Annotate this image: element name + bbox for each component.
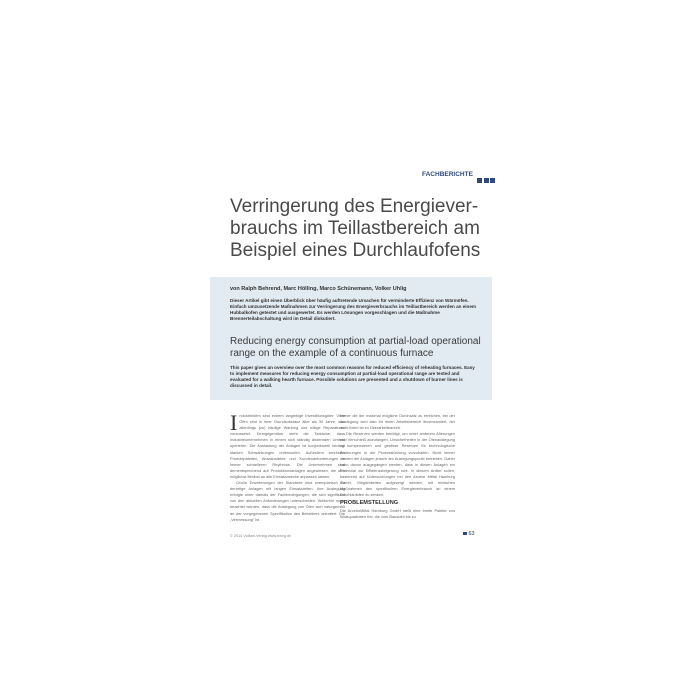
section-heading: PROBLEMSTELLUNG (340, 500, 399, 507)
body-paragraph: Große Erweiterungen der Standorte sind exemplarisch für derartige Anlagen mit langen Einsatzzeiten. Ihre Auslegung erfolgte unter damals der Fachbedingungen, die sich signifikant von den aktuellen Anforderungen unterscheiden. Weiterhin muss beachtet werden, dass die Auslegung von Öfen sich naturgemäß an der vorgegebenen Spezifikation des Betreibers orientiert. Die „Vermessung" ist (230, 480, 345, 522)
abstract-german: Dieser Artikel gibt einen Überblick über häufig auftretende Ursachen für verminderte Effizienz von Wärmöfen. Einfach umzusetzende Maßnahmen zur Verringerung des Energieverbrauchs im Teillastbereich werden an einem Hubbalkofen getestet und ausgewertet. Es werden Lösungen vorgeschlagen und die Maßnahme Brennerteilabschaltung wird im Detail diskutiert. (230, 298, 477, 322)
abstract-english: This paper gives an overview over the most common reasons for reduced efficiency of reheating furnaces. Easy to implement measures for reducing energy consumption at partial-load operational range are tested and evaluated for a walking hearth furnace. Possible solutions are presented and a shutdown of burner lines is discussed in detail. (230, 365, 475, 389)
body-paragraph: Industrieöfen sind extrem langlebige Investitionsgüter. Viele Öfen sind in ihrer Grundsubstanz älter als 30 Jahre, was allerdings (zu) häufige Wartung und nötige Reparaturen voraussetzt. Demgegenüber steht die Tatsache, dass Industrieunternehmen in einem sich ständig ändernden Umfeld operieren. Die Auslastung der Anlagen ist konjunkturell bedingt starken Schwankungen unterworfen. Außerdem wechseln Produktpaletten, Absatzmärkte und Kundenanforderungen in immer schnelleren Rhythmus. Die Unternehmen sind dementsprechend auf Produktionsanlagen angewiesen, die sich möglichst flexibel an alle Einsatzzwecke anpassen lassen. (230, 410, 345, 479)
square-icon (463, 532, 467, 536)
article-title: Verringerung des Energiever-brauchs im Teillastbereich am Beispiel eines Durchlaufofens (230, 196, 481, 261)
section-squares (477, 170, 497, 188)
body-paragraph: Die Reserven werden benötigt, um unter anderem Alterungen und Verschleiß abzufangen, Unsicherheiten in der Ofenauslegung zu kompensieren und gewisse Reserven für technologische Änderungen in der Prozessführung vorzuhalten. Nicht immer werden die Anlagen jedoch am Auslegungspunkt betrieben. Daher kann davon ausgegangen werden, dass in diesen Anlagen ein Potenzial zur Effizienzsteigerung ruht. In diesem Artikel sollen, basierend auf Untersuchungen bei den Arcelor Mittal Hamburg GmbH, Möglichkeiten aufgezeigt werden, mit einfachen Maßnahmen den spezifischen Energieverbrauch an einem Durchlaufofen zu senken. (340, 431, 455, 498)
square-icon (484, 178, 489, 183)
section-label: FACHBERICHTE (422, 171, 473, 178)
author-line: von Ralph Behrend, Marc Hölling, Marco Schünemann, Volker Uhlig (230, 286, 407, 292)
square-icon (477, 178, 482, 183)
page-number: 63 (463, 531, 475, 537)
body-paragraph: Die ArcelorMittal Hamburg GmbH stellt eine breite Palette von Walzquadraten frei, die vom Baustahl bis zu (340, 508, 455, 520)
body-paragraph: immer die der maximal mögliche Durchsatz zu erreichen, bei der Auslegung wird also für einen Arbeitsbereich dimensioniert, der nicht fixiert ist im Überarbeitbarkeit. (340, 413, 455, 431)
drop-cap: I (230, 410, 238, 435)
footer-copyright: © 2014 Vulkan-Verlag www.ewvg.de (230, 534, 292, 538)
square-icon (490, 178, 495, 183)
body-column-left (230, 410, 345, 523)
english-title: Reducing energy consumption at partial-load operational range on the example of a continuous furnace (230, 336, 481, 359)
body-column-right (340, 413, 455, 521)
